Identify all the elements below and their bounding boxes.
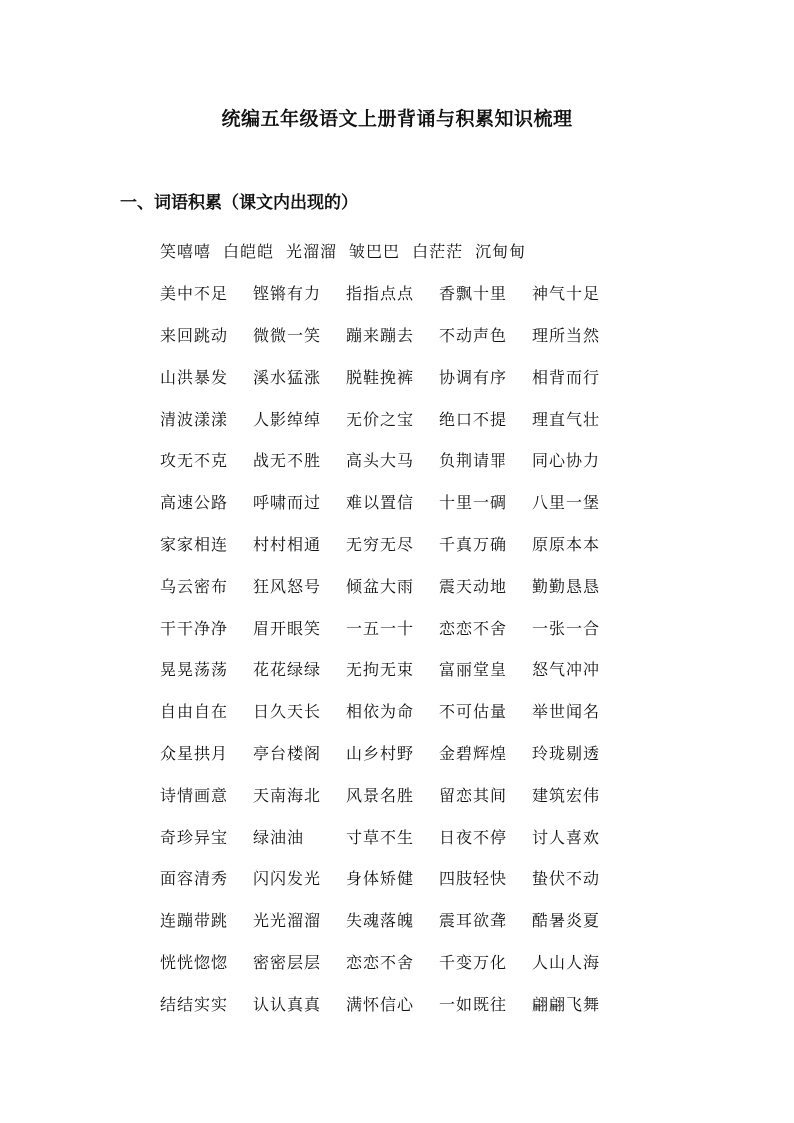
word-item: 震天动地 — [439, 576, 508, 596]
word-item: 蛰伏不动 — [532, 869, 601, 889]
word-item: 难以置信 — [346, 493, 415, 513]
word-item: 人影绰绰 — [253, 409, 322, 429]
word-item: 天南海北 — [253, 785, 322, 805]
word-item: 铿锵有力 — [253, 284, 322, 304]
word-item: 酷暑炎夏 — [532, 911, 601, 931]
word-item: 翩翩飞舞 — [532, 994, 601, 1014]
word-item: 恋恋不舍 — [346, 952, 415, 972]
word-item: 高速公路 — [160, 493, 229, 513]
word-item: 众星拱月 — [160, 743, 229, 763]
section-heading: 一、词语积累（课文内出现的） — [120, 193, 358, 213]
word-item: 干干净净 — [160, 618, 229, 638]
word-row — [160, 355, 625, 397]
word-item: 无拘无束 — [346, 660, 415, 680]
word-item: 眉开眼笑 — [253, 618, 322, 638]
word-item: 身体矫健 — [346, 869, 415, 889]
word-item: 举世闻名 — [532, 702, 601, 722]
word-item: 十里一碉 — [439, 493, 508, 513]
word-item: 不可估量 — [439, 702, 508, 722]
word-item: 理直气壮 — [532, 409, 601, 429]
word-item: 晃晃荡荡 — [160, 660, 229, 680]
word-item: 无穷无尽 — [346, 534, 415, 554]
word-item: 一五一十 — [346, 618, 415, 638]
word-item: 怒气冲冲 — [532, 660, 601, 680]
word-row — [160, 857, 625, 899]
word-row — [160, 732, 625, 774]
word-row — [160, 815, 625, 857]
word-item: 建筑宏伟 — [532, 785, 601, 805]
word-item: 来回跳动 — [160, 325, 229, 345]
word-item: 协调有序 — [439, 367, 508, 387]
word-item: 留恋其间 — [439, 785, 508, 805]
word-row — [160, 314, 625, 356]
word-row — [160, 523, 625, 565]
word-item: 震耳欲聋 — [439, 911, 508, 931]
word-item: 诗情画意 — [160, 785, 229, 805]
word-item: 玲珑剔透 — [532, 743, 601, 763]
word-item: 蹦来蹦去 — [346, 325, 415, 345]
word-item: 神气十足 — [532, 284, 601, 304]
word-item: 攻无不克 — [160, 451, 229, 471]
word-item: 狂风怒号 — [253, 576, 322, 596]
word-item: 白皑皑 — [223, 242, 275, 262]
word-grid — [160, 230, 625, 1024]
word-item: 呼啸而过 — [253, 493, 322, 513]
word-row — [160, 481, 625, 523]
word-item: 满怀信心 — [346, 994, 415, 1014]
word-item: 山乡村野 — [346, 743, 415, 763]
word-item: 寸草不生 — [346, 827, 415, 847]
word-item: 指指点点 — [346, 284, 415, 304]
word-item: 皱巴巴 — [349, 242, 401, 262]
word-row — [160, 272, 625, 314]
word-item: 面容清秀 — [160, 869, 229, 889]
word-item: 恍恍惚惚 — [160, 952, 229, 972]
word-item: 日久天长 — [253, 702, 322, 722]
word-item: 金碧辉煌 — [439, 743, 508, 763]
word-item: 战无不胜 — [253, 451, 322, 471]
word-row — [160, 606, 625, 648]
word-item: 不动声色 — [439, 325, 508, 345]
word-item: 闪闪发光 — [253, 869, 322, 889]
word-item: 失魂落魄 — [346, 911, 415, 931]
word-item: 花花绿绿 — [253, 660, 322, 680]
word-item: 乌云密布 — [160, 576, 229, 596]
word-item: 一张一合 — [532, 618, 601, 638]
word-item: 连蹦带跳 — [160, 911, 229, 931]
word-item: 结结实实 — [160, 994, 229, 1014]
word-item: 恋恋不舍 — [439, 618, 508, 638]
word-item: 美中不足 — [160, 284, 229, 304]
word-item: 倾盆大雨 — [346, 576, 415, 596]
word-row — [160, 564, 625, 606]
word-row — [160, 773, 625, 815]
word-item: 讨人喜欢 — [532, 827, 601, 847]
word-item: 家家相连 — [160, 534, 229, 554]
word-item: 沉甸甸 — [475, 242, 527, 262]
word-item: 密密层层 — [253, 952, 322, 972]
word-item: 奇珍异宝 — [160, 827, 229, 847]
word-item: 富丽堂皇 — [439, 660, 508, 680]
word-item: 相依为命 — [346, 702, 415, 722]
word-item: 理所当然 — [532, 325, 601, 345]
word-row — [160, 439, 625, 481]
word-row — [160, 690, 625, 732]
word-item: 溪水猛涨 — [253, 367, 322, 387]
word-item: 负荆请罪 — [439, 451, 508, 471]
word-item: 风景名胜 — [346, 785, 415, 805]
word-item: 千变万化 — [439, 952, 508, 972]
word-item: 高头大马 — [346, 451, 415, 471]
word-item: 一如既往 — [439, 994, 508, 1014]
word-item: 山洪暴发 — [160, 367, 229, 387]
word-item: 脱鞋挽裤 — [346, 367, 415, 387]
word-item: 八里一堡 — [532, 493, 601, 513]
word-item: 同心协力 — [532, 451, 601, 471]
word-item: 无价之宝 — [346, 409, 415, 429]
page-title: 统编五年级语文上册背诵与积累知识梳理 — [221, 108, 573, 130]
word-row — [160, 648, 625, 690]
word-item: 自由自在 — [160, 702, 229, 722]
word-item: 光溜溜 — [286, 242, 338, 262]
word-row — [160, 899, 625, 941]
word-row — [160, 941, 625, 983]
word-item: 清波漾漾 — [160, 409, 229, 429]
word-item: 绝口不提 — [439, 409, 508, 429]
word-item: 笑嘻嘻 — [160, 242, 212, 262]
word-item: 亭台楼阁 — [253, 743, 322, 763]
word-item: 绿油油 — [253, 827, 305, 847]
word-row — [160, 397, 625, 439]
word-item: 勤勤恳恳 — [532, 576, 601, 596]
word-item: 微微一笑 — [253, 325, 322, 345]
word-row — [160, 230, 625, 272]
word-item: 村村相通 — [253, 534, 322, 554]
word-item: 原原本本 — [532, 534, 601, 554]
word-row — [160, 982, 625, 1024]
word-item: 相背而行 — [532, 367, 601, 387]
word-item: 四肢轻快 — [439, 869, 508, 889]
word-item: 千真万确 — [439, 534, 508, 554]
word-item: 人山人海 — [532, 952, 601, 972]
word-item: 日夜不停 — [439, 827, 508, 847]
word-item: 光光溜溜 — [253, 911, 322, 931]
word-item: 白茫茫 — [412, 242, 464, 262]
word-item: 香飘十里 — [439, 284, 508, 304]
word-item: 认认真真 — [253, 994, 322, 1014]
